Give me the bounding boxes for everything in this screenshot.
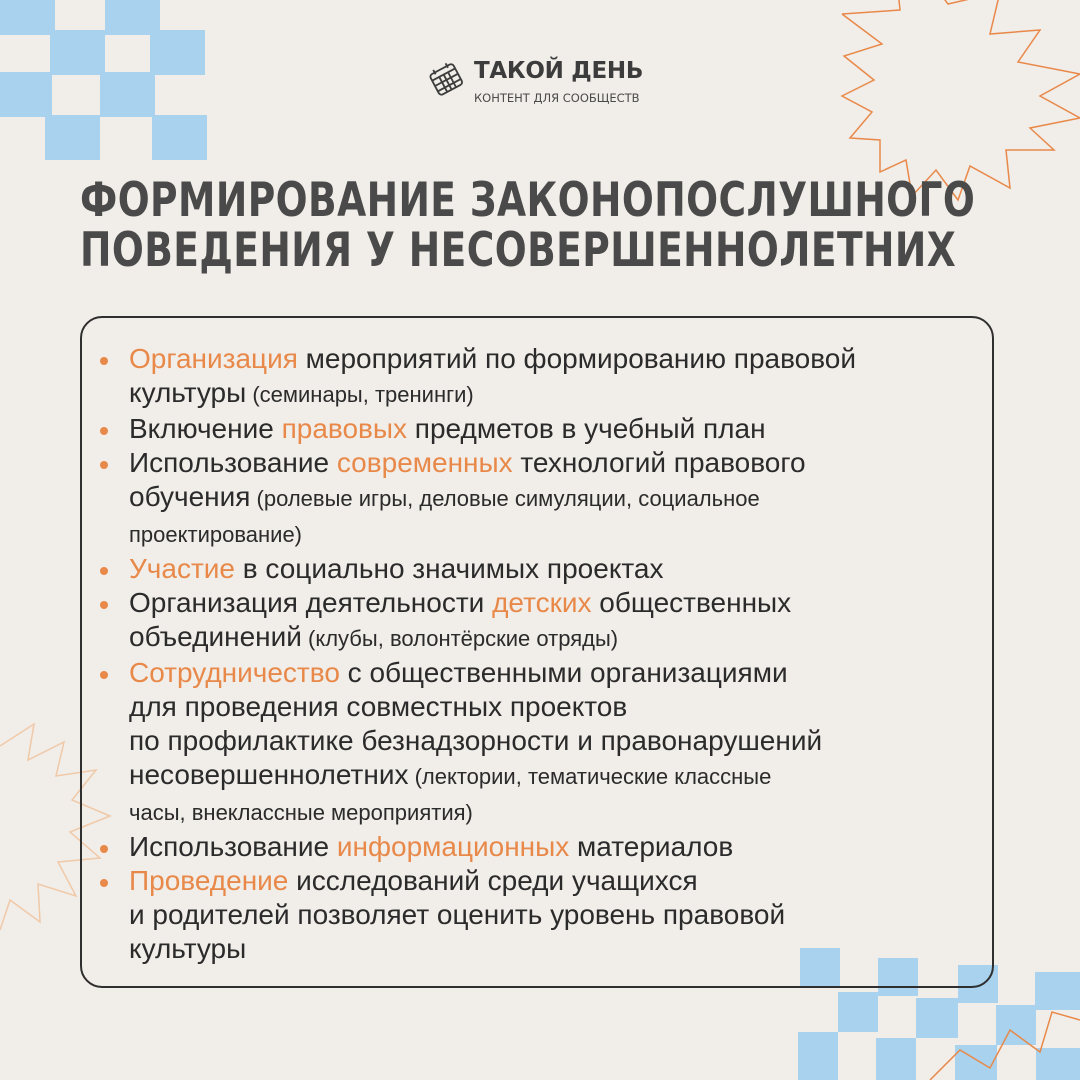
highlighted-keyword: Проведение [129,865,289,896]
list-item-text: (семинары, тренинги) [246,382,474,407]
list-item-line [129,376,1009,412]
list-item-line [129,412,1009,446]
brand-name: ТАКОЙ ДЕНЬ [474,58,644,84]
list-item-line [129,446,1009,480]
list-item-line [129,864,1009,898]
list-item [129,412,1009,446]
list-item [129,656,1009,830]
bullet-icon [100,845,108,853]
list-item-text: (ролевые игры, деловые симуляции, социальное [250,486,760,511]
list-item-line [129,620,1009,656]
brand-tagline: КОНТЕНТ ДЛЯ СООБЩЕСТВ [474,91,640,105]
content-card [80,316,994,988]
list-item [129,830,1009,864]
list-item-text: материалов [569,831,734,862]
highlighted-keyword: Сотрудничество [129,657,340,688]
list-item-text: по профилактике безнадзорности и правонарушений [129,725,823,756]
list-item-text: культуры [129,377,247,408]
page-title-line: ПОВЕДЕНИЯ У НЕСОВЕРШЕННОЛЕТНИХ [80,223,957,278]
bullet-icon [100,357,108,365]
list-item-line [129,342,1009,376]
highlighted-keyword: Участие [129,553,235,584]
list-item-line [129,516,1009,552]
list-item-line [129,758,1009,794]
highlighted-keyword: информационных [336,831,570,862]
list-item-text: культуры [129,933,247,964]
list-item-text: проектирование) [129,522,303,547]
list-item [129,586,1009,656]
list-item-line [129,724,1009,758]
list-item-text: обучения [129,481,251,512]
page-title [80,173,976,278]
highlighted-keyword: детских [492,587,592,618]
measures-list [129,342,1009,966]
highlighted-keyword: Организация [129,343,298,374]
list-item-line [129,830,1009,864]
list-item-text: мероприятий по формированию правовой [297,343,857,374]
list-item-line [129,690,1009,724]
highlighted-keyword: современных [336,447,513,478]
list-item-text: и родителей позволяет оценить уровень правовой [129,899,786,930]
highlighted-keyword: правовых [281,413,408,444]
list-item-text: Включение [129,413,282,444]
list-item-text: в социально значимых проектах [234,553,664,584]
list-item-text: технологий правового [512,447,806,478]
list-item-line [129,480,1009,516]
checker-pattern-top-left [0,0,207,160]
list-item [129,446,1009,552]
list-item-text: предметов в учебный план [407,413,766,444]
list-item-text: с общественными организациями [339,657,788,688]
list-item-text: часы, внеклассные мероприятия) [129,800,473,825]
list-item-line [129,552,1009,586]
list-item [129,342,1009,412]
list-item [129,552,1009,586]
list-item-line [129,656,1009,690]
bullet-icon [100,461,108,469]
list-item-line [129,898,1009,932]
list-item-text: Использование [129,831,337,862]
bullet-icon [100,427,108,435]
list-item-line [129,794,1009,830]
list-item-text: (клубы, волонтёрские отряды) [301,626,619,651]
list-item-text: объединений [129,621,302,652]
list-item-text: для проведения совместных проектов [129,691,628,722]
bullet-icon [100,567,108,575]
list-item-text: исследований среди учащихся [288,865,698,896]
calendar-icon [428,61,464,97]
list-item-line [129,932,1009,966]
list-item-text: общественных [591,587,792,618]
page-title-line: ФОРМИРОВАНИЕ ЗАКОНОПОСЛУШНОГО [80,173,976,228]
list-item-text: (лектории, тематические классные [408,764,772,789]
zigzag-burst-top-right [842,0,1080,200]
zigzag-burst-bottom-right [930,1012,1080,1080]
bullet-icon [100,879,108,887]
list-item-line [129,586,1009,620]
list-item-text: несовершеннолетних [129,759,409,790]
list-item-text: Использование [129,447,337,478]
bullet-icon [100,671,108,679]
list-item [129,864,1009,966]
list-item-text: Организация деятельности [129,587,493,618]
bullet-icon [100,601,108,609]
